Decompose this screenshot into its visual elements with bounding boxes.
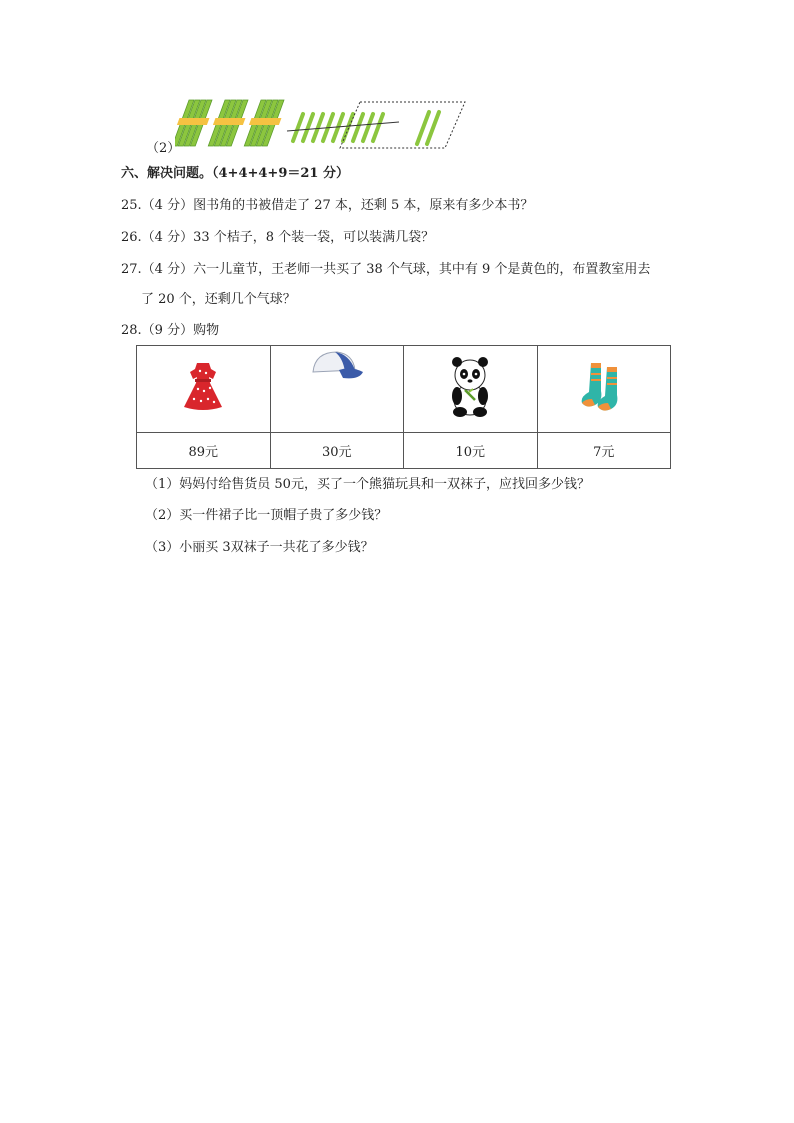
dress-icon — [180, 361, 226, 413]
cap-cell — [270, 346, 404, 433]
socks-cell — [537, 346, 671, 433]
problem-25: 25.（4 分）图书角的书被借走了 27 本，还剩 5 本，原来有多少本书？ — [121, 198, 534, 213]
sub-question-3: （3）小丽买 3双袜子一共花了多少钱？ — [145, 540, 374, 555]
stick-bundle-icon — [205, 100, 252, 146]
problem-26: 26.（4 分）33 个桔子，8 个装一袋，可以装满几袋？ — [121, 230, 435, 245]
cap-icon — [309, 348, 365, 388]
counting-sticks-illustration — [175, 96, 475, 156]
panda-toy-icon — [445, 356, 495, 418]
stick-bundle-icon — [241, 100, 288, 146]
panda-cell — [404, 346, 538, 433]
cap-price: 30元 — [270, 433, 404, 469]
strike-line — [287, 122, 399, 131]
socks-price: 7元 — [537, 433, 671, 469]
single-sticks-icon — [293, 112, 439, 144]
sub-question-2: （2）买一件裙子比一顶帽子贵了多少钱？ — [145, 508, 388, 523]
problem-28: 28.（9 分）购物 — [121, 323, 220, 338]
socks-icon — [579, 361, 629, 413]
sub-label: （2） — [146, 141, 181, 156]
shopping-table — [136, 345, 671, 469]
section-title: 六、解决问题。（4+4+4+9＝21 分） — [121, 166, 349, 181]
dress-cell — [137, 346, 271, 433]
problem-27-line1: 27.（4 分）六一儿童节，王老师一共买了 38 个气球，其中有 9 个是黄色的，布置教室用去 — [121, 262, 651, 277]
dress-price: 89元 — [137, 433, 271, 469]
problem-27-line2: 了 20 个，还剩几个气球？ — [141, 292, 296, 307]
sub-question-1: （1）妈妈付给售货员 50元，买了一个熊猫玩具和一双袜子，应找回多少钱？ — [145, 477, 590, 492]
panda-price: 10元 — [404, 433, 538, 469]
stick-bundle-icon — [175, 100, 216, 146]
